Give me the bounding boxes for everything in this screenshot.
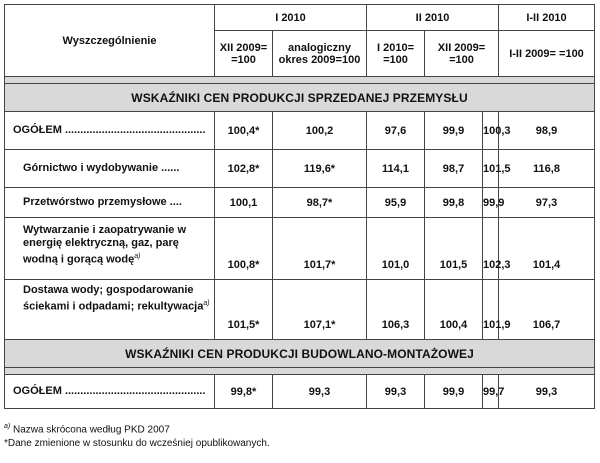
row-label-cell bbox=[5, 280, 215, 340]
separator bbox=[5, 368, 595, 375]
row-label: Górnictwo i wydobywanie ...... bbox=[5, 150, 215, 188]
cell-value: 107,1* bbox=[273, 280, 367, 340]
row-label: Dostawa wody; gospodarowanie ściekami i odpadami; rekultywacja bbox=[23, 284, 204, 313]
header-group-ii-2010: II 2010 bbox=[367, 5, 499, 31]
cell-value: 101,0 bbox=[367, 218, 425, 280]
cell-value: 102,8* bbox=[215, 150, 273, 188]
row-label: OGÓŁEM .............................................. bbox=[5, 112, 215, 150]
cell-value: 98,7 bbox=[425, 150, 483, 188]
cell-value: 101,5 bbox=[425, 218, 483, 280]
cell-value: 98,7* bbox=[273, 188, 367, 218]
cell-value: 97,6 bbox=[367, 112, 425, 150]
table-row bbox=[5, 375, 595, 409]
header-group-i-ii-2010: I-II 2010 bbox=[499, 5, 595, 31]
cell-value: 99,7 bbox=[483, 375, 499, 409]
cell-value: 101,7* bbox=[273, 218, 367, 280]
cell-value: 101,5* bbox=[215, 280, 273, 340]
header-sub-xii2009: XII 2009= =100 bbox=[215, 31, 273, 77]
footnote-a-text: Nazwa skrócona według PKD 2007 bbox=[13, 424, 170, 436]
cell-value: 99,3 bbox=[367, 375, 425, 409]
table-row bbox=[5, 280, 595, 340]
footnotes bbox=[4, 420, 270, 451]
header-group-i-2010: I 2010 bbox=[215, 5, 367, 31]
footnote-mark: a) bbox=[134, 253, 141, 260]
row-label: Wytwarzanie i zaopatrywanie w energię elektryczną, gaz, parę wodną i gorącą wodę bbox=[23, 224, 187, 266]
cell-value: 101,5 bbox=[483, 150, 499, 188]
cell-value: 100,2 bbox=[273, 112, 367, 150]
price-index-table-wrap bbox=[4, 4, 594, 409]
cell-value: 100,3 bbox=[483, 112, 499, 150]
row-label-cell bbox=[5, 218, 215, 280]
cell-value: 97,3 bbox=[499, 188, 595, 218]
table-row bbox=[5, 150, 595, 188]
footnote-mark: a) bbox=[203, 300, 210, 307]
separator bbox=[5, 77, 595, 84]
header-sub-analogiczny: analogiczny okres 2009=100 bbox=[273, 31, 367, 77]
section1-title: WSKAŹNIKI CEN PRODUKCJI SPRZEDANEJ PRZEMYSŁU bbox=[5, 84, 595, 112]
row-label: Przetwórstwo przemysłowe .... bbox=[5, 188, 215, 218]
header-sub-i-ii2009: I-II 2009= =100 bbox=[499, 31, 595, 77]
cell-value: 99,9 bbox=[425, 112, 483, 150]
cell-value: 99,8 bbox=[425, 188, 483, 218]
footnote-mark: a) bbox=[4, 423, 11, 430]
cell-value: 119,6* bbox=[273, 150, 367, 188]
cell-value: 101,9 bbox=[483, 280, 499, 340]
header-sub-xii2009-b: XII 2009= =100 bbox=[425, 31, 499, 77]
table-row bbox=[5, 112, 595, 150]
section2-title: WSKAŹNIKI CEN PRODUKCJI BUDOWLANO-MONTAŻOWEJ bbox=[5, 340, 595, 368]
cell-value: 114,1 bbox=[367, 150, 425, 188]
cell-value: 95,9 bbox=[367, 188, 425, 218]
cell-value: 99,3 bbox=[499, 375, 595, 409]
cell-value: 101,4 bbox=[499, 218, 595, 280]
row-label: OGÓŁEM .............................................. bbox=[5, 375, 215, 409]
cell-value: 99,3 bbox=[273, 375, 367, 409]
cell-value: 106,3 bbox=[367, 280, 425, 340]
cell-value: 99,9 bbox=[425, 375, 483, 409]
cell-value: 106,7 bbox=[499, 280, 595, 340]
header-label-column: Wyszczególnienie bbox=[5, 5, 215, 77]
cell-value: 100,4 bbox=[425, 280, 483, 340]
table-row bbox=[5, 218, 595, 280]
cell-value: 100,1 bbox=[215, 188, 273, 218]
cell-value: 98,9 bbox=[499, 112, 595, 150]
cell-value: 116,8 bbox=[499, 150, 595, 188]
table-row bbox=[5, 188, 595, 218]
footnote-a bbox=[4, 420, 270, 437]
cell-value: 99,9 bbox=[483, 188, 499, 218]
cell-value: 100,4* bbox=[215, 112, 273, 150]
cell-value: 100,8* bbox=[215, 218, 273, 280]
cell-value: 99,8* bbox=[215, 375, 273, 409]
price-index-table bbox=[4, 4, 595, 409]
cell-value: 102,3 bbox=[483, 218, 499, 280]
header-sub-i2010: I 2010= =100 bbox=[367, 31, 425, 77]
footnote-star: *Dane zmienione w stosunku do wcześniej opublikowanych. bbox=[4, 438, 270, 450]
